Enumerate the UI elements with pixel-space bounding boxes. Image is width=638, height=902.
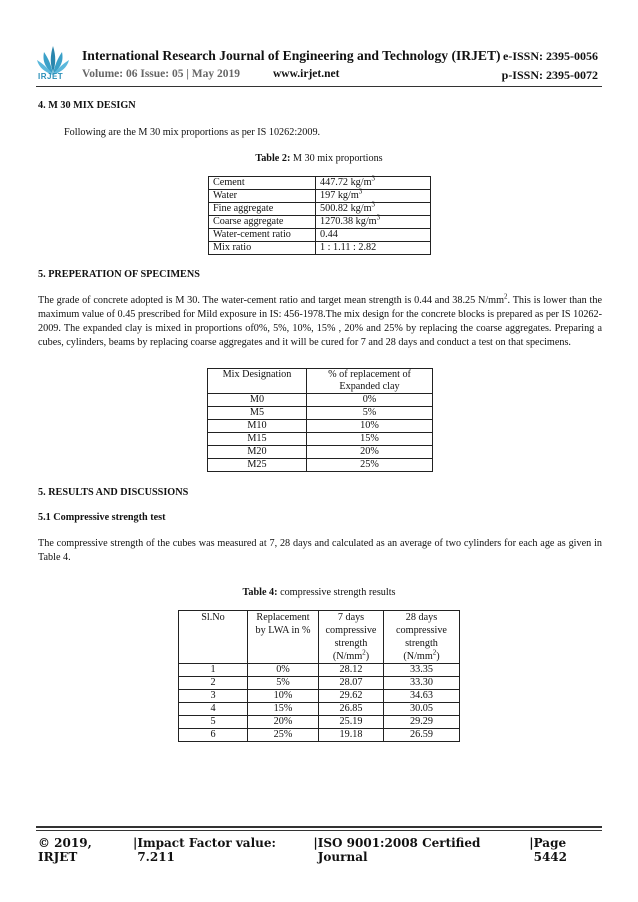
cell-percent: 15% xyxy=(307,433,433,446)
table-row xyxy=(179,664,460,677)
compressive-subheading: 5.1 Compressive strength test xyxy=(38,512,166,523)
value-sup: 3 xyxy=(376,213,381,222)
table-row xyxy=(208,433,433,446)
header-sup: 2 xyxy=(432,648,437,657)
cell: 33.35 xyxy=(384,664,460,677)
pissn: p-ISSN: 2395-0072 xyxy=(501,68,598,82)
table-row xyxy=(179,703,460,716)
cell: 1 xyxy=(179,664,248,677)
table-row xyxy=(208,394,433,407)
header-close: ) xyxy=(436,651,440,662)
cell: 34.63 xyxy=(384,690,460,703)
cell: 25% xyxy=(248,729,319,742)
cell: 15% xyxy=(248,703,319,716)
footer-page-number: Page 5442 xyxy=(533,836,567,864)
table-row xyxy=(209,203,431,216)
mix-designation-table xyxy=(207,368,433,472)
table-row xyxy=(208,459,433,472)
table-row xyxy=(179,716,460,729)
section-5-paragraph xyxy=(38,294,602,350)
header-7days xyxy=(319,611,384,664)
cell: 29.62 xyxy=(319,690,384,703)
section-4-heading: 4. M 30 MIX DESIGN xyxy=(38,100,136,111)
cell: 10% xyxy=(248,690,319,703)
table-row xyxy=(209,190,431,203)
cell-mix: M15 xyxy=(208,433,307,446)
mix-proportions-table xyxy=(208,176,431,255)
cell: 28.12 xyxy=(319,664,384,677)
table-4-caption-label: Table 4: xyxy=(242,587,278,598)
eissn: e-ISSN: 2395-0056 xyxy=(503,49,598,63)
cell-value xyxy=(316,242,431,255)
header-28days-text: 28 days compressive strength (N/mm xyxy=(396,612,447,662)
results-heading: 5. RESULTS AND DISCUSSIONS xyxy=(38,487,189,498)
table-row xyxy=(209,216,431,229)
table-row xyxy=(179,677,460,690)
para-sup: 2 xyxy=(504,292,508,301)
cell: 20% xyxy=(248,716,319,729)
table-2-caption-label: Table 2: xyxy=(255,153,291,164)
compressive-strength-table xyxy=(178,610,460,742)
cell: 5% xyxy=(248,677,319,690)
footer-separator: | xyxy=(313,836,318,850)
journal-title: International Research Journal of Engineering and Technology (IRJET) xyxy=(82,48,501,63)
cell-mix: M25 xyxy=(208,459,307,472)
cell: 0% xyxy=(248,664,319,677)
footer-impact-factor: Impact Factor value: 7.211 xyxy=(137,836,276,864)
cell-value xyxy=(316,174,431,190)
cell: 2 xyxy=(179,677,248,690)
header-sup: 2 xyxy=(362,648,366,657)
cell-mix: M20 xyxy=(208,446,307,459)
header-divider xyxy=(36,86,602,87)
header-7days-text: 7 days compressive strength (N/mm xyxy=(325,612,377,662)
table-2-caption-text: M 30 mix proportions xyxy=(290,153,383,164)
cell: 4 xyxy=(179,703,248,716)
table-header-row xyxy=(179,611,460,664)
value-sup: 3 xyxy=(371,174,376,183)
cell-item: Fine aggregate xyxy=(209,203,316,216)
table-4-caption xyxy=(0,587,638,598)
para-text-1: The grade of concrete adopted is M 30. The water-cement ratio and target mean strength is 0.44 and 38.25 N/mm xyxy=(38,295,505,306)
page-footer xyxy=(38,836,602,864)
page-header xyxy=(0,0,638,92)
header-close: ) xyxy=(365,651,370,662)
footer-separator: | xyxy=(529,836,534,850)
cell-percent: 0% xyxy=(307,394,433,407)
results-paragraph: The compressive strength of the cubes was measured at 7, 28 days and calculated as an average of two cylinders for each age as given in Table 4. xyxy=(38,538,602,563)
cell: 6 xyxy=(179,729,248,742)
cell-mix: M5 xyxy=(208,407,307,420)
table-row xyxy=(208,446,433,459)
cell: 33.30 xyxy=(384,677,460,690)
section-5-heading: 5. PREPERATION OF SPECIMENS xyxy=(38,269,200,280)
table-row xyxy=(179,729,460,742)
header-replacement: Replacement by LWA in % xyxy=(248,611,319,664)
cell-value xyxy=(316,229,431,242)
footer-separator: | xyxy=(132,836,138,850)
cell-percent: 10% xyxy=(307,420,433,433)
footer-divider xyxy=(36,826,602,828)
cell: 29.29 xyxy=(384,716,460,729)
cell-item: Mix ratio xyxy=(209,242,316,255)
cell: 28.07 xyxy=(319,677,384,690)
cell-item: Cement xyxy=(209,177,316,190)
section-4-intro: Following are the M 30 mix proportions as per IS 10262:2009. xyxy=(64,127,321,138)
value-text: 1 : 1.11 : 2.82 xyxy=(320,242,377,253)
value-text: 197 kg/m xyxy=(320,190,359,201)
value-sup: 3 xyxy=(371,200,376,209)
value-text: 1270.38 kg/m xyxy=(320,216,377,227)
table-row xyxy=(209,229,431,242)
cell-value xyxy=(316,200,431,216)
header-mix-designation: Mix Designation xyxy=(208,369,307,394)
value-sup: 3 xyxy=(358,187,363,196)
footer-divider-thin xyxy=(36,830,602,831)
value-text: 0.44 xyxy=(320,229,338,240)
footer-copyright: © 2019, IRJET xyxy=(38,836,92,864)
cell: 26.59 xyxy=(384,729,460,742)
volume-info: Volume: 06 Issue: 05 | May 2019 xyxy=(82,68,240,80)
table-row xyxy=(209,242,431,255)
table-row xyxy=(208,407,433,420)
cell: 25.19 xyxy=(319,716,384,729)
website-link[interactable]: www.irjet.net xyxy=(273,68,340,80)
cell-percent: 20% xyxy=(307,446,433,459)
para-text-2: . This is lower than the maximum value of 0.45 prescribed for Mild exposure in IS: 456-1978.The mix design for the concrete blocks is prepared as per IS 10262-2009. The expanded clay is mixed in proportions of0%, 5%, 10%, 15% , 20% and 25% by replacing the coarse aggregates. Preparing a cubes, cylinders, beams by replacing coarse aggregates and it will be cured for 7 and 28 days and conduct a test on that specimens. xyxy=(38,295,603,348)
cell-value xyxy=(316,213,431,229)
table-row xyxy=(208,420,433,433)
header-slno: Sl.No xyxy=(179,611,248,664)
value-text: 500.82 kg/m xyxy=(320,203,372,214)
cell-percent: 5% xyxy=(307,407,433,420)
table-2-caption xyxy=(0,153,638,164)
value-text: 447.72 kg/m xyxy=(320,177,372,188)
header-28days xyxy=(384,611,460,664)
cell-percent: 25% xyxy=(307,459,433,472)
cell: 30.05 xyxy=(384,703,460,716)
cell-mix: M10 xyxy=(208,420,307,433)
table-row xyxy=(179,690,460,703)
cell-item: Coarse aggregate xyxy=(209,216,316,229)
cell: 19.18 xyxy=(319,729,384,742)
table-header-row xyxy=(208,369,433,394)
table-row xyxy=(209,177,431,190)
cell: 3 xyxy=(179,690,248,703)
cell-item: Water-cement ratio xyxy=(209,229,316,242)
cell: 26.85 xyxy=(319,703,384,716)
logo-text: IRJET xyxy=(38,72,64,81)
cell-mix: M0 xyxy=(208,394,307,407)
footer-iso: ISO 9001:2008 Certified Journal xyxy=(317,836,481,864)
cell-item: Water xyxy=(209,190,316,203)
header-replacement: % of replacement of Expanded clay xyxy=(307,369,433,394)
cell: 5 xyxy=(179,716,248,729)
table-4-caption-text: compressive strength results xyxy=(277,587,396,598)
